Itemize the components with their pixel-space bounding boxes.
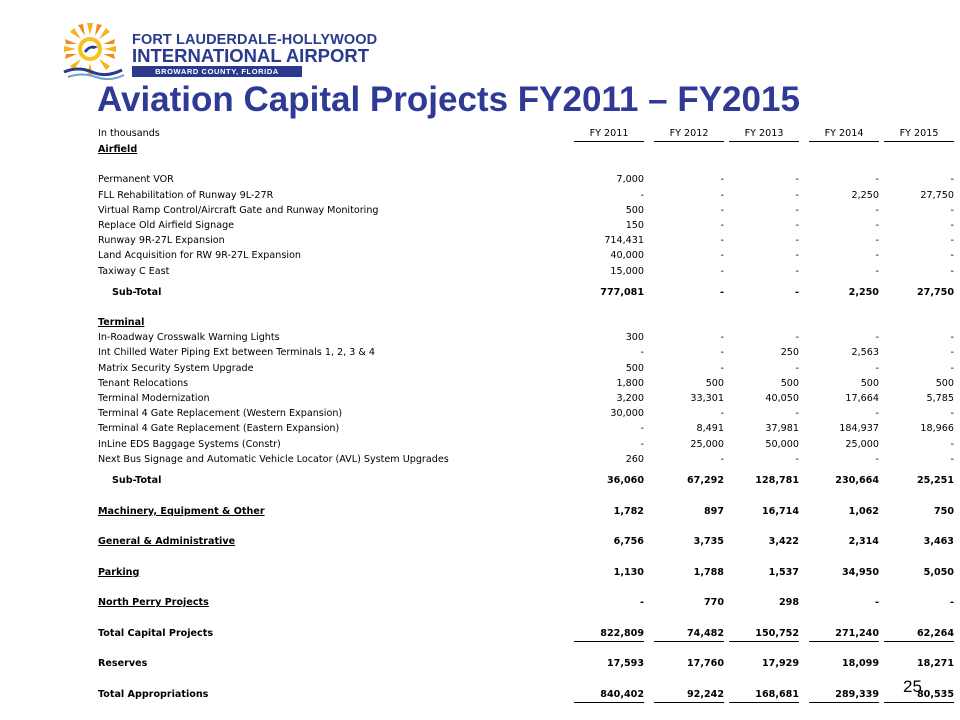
value-cell: 37,981 — [765, 423, 799, 435]
value-cell: 289,339 — [809, 687, 879, 703]
value-cell: 168,681 — [729, 687, 799, 703]
subtotal-label: Sub-Total — [112, 286, 162, 298]
terminal-rows — [96, 330, 954, 467]
section-heading-row — [96, 142, 886, 157]
value-cell: 8,491 — [696, 423, 724, 435]
table-row — [96, 345, 954, 360]
value-cell: 750 — [933, 505, 954, 517]
value-cell: 500 — [780, 377, 799, 389]
value-cell: - — [795, 332, 799, 344]
table-row — [96, 218, 954, 233]
row-label: Total Appropriations — [98, 688, 209, 700]
value-cell: - — [720, 362, 724, 374]
logo-line1: FORT LAUDERDALE-HOLLYWOOD — [132, 32, 378, 48]
value-cell: 25,251 — [916, 474, 954, 486]
value-cell: 897 — [703, 505, 724, 517]
value-cell: - — [875, 408, 879, 420]
row-label: Taxiway C East — [98, 265, 170, 277]
value-cell: - — [875, 250, 879, 262]
value-cell: 25,000 — [690, 438, 724, 450]
row-label: Matrix Security System Upgrade — [98, 362, 254, 374]
table-row — [96, 437, 954, 452]
value-cell: 260 — [625, 453, 644, 465]
value-cell: 250 — [780, 347, 799, 359]
total-capital-row — [96, 626, 954, 641]
value-cell: - — [950, 453, 954, 465]
value-cell: - — [795, 265, 799, 277]
value-cell: - — [875, 453, 879, 465]
table-row — [96, 376, 954, 391]
table-row — [96, 172, 954, 187]
value-cell: 27,750 — [916, 286, 954, 298]
value-cell: 1,062 — [848, 505, 879, 517]
value-cell: - — [640, 347, 644, 359]
airfield-rows — [96, 172, 954, 278]
row-label: InLine EDS Baggage Systems (Constr) — [98, 438, 281, 450]
column-header: FY 2014 — [809, 126, 879, 142]
machinery-row — [96, 504, 954, 519]
column-header: FY 2013 — [729, 126, 799, 142]
spacer — [96, 300, 886, 315]
row-label: Next Bus Signage and Automatic Vehicle Locator (AVL) System Upgrades — [98, 453, 449, 465]
value-cell: - — [950, 204, 954, 216]
row-label: FLL Rehabilitation of Runway 9L-27R — [98, 189, 274, 201]
logo-line2: INTERNATIONAL AIRPORT — [132, 45, 370, 66]
value-cell: 500 — [705, 377, 724, 389]
total-appropriations-row — [96, 687, 954, 702]
value-cell: 18,099 — [841, 658, 879, 670]
value-cell: - — [720, 265, 724, 277]
value-cell: - — [795, 174, 799, 186]
value-cell: 34,950 — [841, 566, 879, 578]
value-cell: - — [720, 347, 724, 359]
general-row — [96, 534, 954, 549]
value-cell: 770 — [703, 597, 724, 609]
value-cell: 5,785 — [926, 393, 954, 404]
column-header: FY 2011 — [574, 126, 644, 142]
spacer — [96, 157, 886, 172]
value-cell: - — [720, 408, 724, 420]
slide-number: 25 — [903, 677, 922, 696]
value-cell: - — [795, 219, 799, 231]
subtotal-label: Sub-Total — [112, 474, 162, 486]
value-cell: 1,130 — [613, 566, 644, 578]
value-cell: - — [795, 189, 799, 201]
value-cell: 74,482 — [654, 626, 724, 642]
value-cell: 17,929 — [761, 658, 799, 670]
logo-band: BROWARD COUNTY, FLORIDA — [132, 66, 302, 77]
table-row — [96, 361, 954, 376]
value-cell: - — [875, 235, 879, 247]
section-heading-terminal: Terminal — [98, 317, 145, 329]
table-row — [96, 330, 954, 345]
value-cell: 3,422 — [768, 536, 799, 548]
row-label: North Perry Projects — [98, 597, 209, 609]
value-cell: - — [950, 235, 954, 247]
value-cell: - — [950, 250, 954, 262]
value-cell: - — [640, 189, 644, 201]
row-label: Terminal Modernization — [98, 393, 210, 404]
value-cell: 40,050 — [765, 393, 799, 404]
value-cell: 5,050 — [923, 566, 954, 578]
value-cell: 17,760 — [686, 658, 724, 670]
value-cell: - — [950, 219, 954, 231]
value-cell: 150 — [625, 219, 644, 231]
row-label: Land Acquisition for RW 9R-27L Expansion — [98, 250, 301, 262]
table-row — [96, 391, 954, 406]
page-title: Aviation Capital Projects FY2011 – FY2015 — [97, 80, 800, 119]
value-cell: 3,200 — [616, 393, 644, 404]
value-cell: 822,809 — [574, 626, 644, 642]
value-cell: 40,000 — [610, 250, 644, 262]
table-row — [96, 248, 954, 263]
value-cell: 36,060 — [606, 474, 644, 486]
value-cell: 15,000 — [610, 265, 644, 277]
value-cell: - — [950, 438, 954, 450]
row-label: Terminal 4 Gate Replacement (Western Expansion) — [98, 408, 343, 420]
row-label: Replace Old Airfield Signage — [98, 219, 235, 231]
value-cell: 1,788 — [693, 566, 724, 578]
value-cell: - — [720, 204, 724, 216]
value-cell: - — [875, 332, 879, 344]
value-cell: 25,000 — [845, 438, 879, 450]
value-cell: 298 — [778, 597, 799, 609]
value-cell: - — [950, 347, 954, 359]
value-cell: 128,781 — [755, 474, 799, 486]
value-cell: 1,537 — [768, 566, 799, 578]
value-cell: 18,966 — [920, 423, 954, 435]
value-cell: 3,463 — [923, 536, 954, 548]
value-cell: 92,242 — [654, 687, 724, 703]
row-label: Parking — [98, 566, 140, 578]
row-label: Int Chilled Water Piping Ext between Terminals 1, 2, 3 & 4 — [98, 347, 376, 359]
row-label: Reserves — [98, 658, 148, 670]
value-cell: - — [875, 204, 879, 216]
value-cell: - — [875, 597, 879, 609]
value-cell: 500 — [860, 377, 879, 389]
row-label: General & Administrative — [98, 536, 236, 548]
airfield-subtotal-row — [96, 285, 954, 300]
table-row — [96, 203, 954, 218]
value-cell: - — [795, 453, 799, 465]
value-cell: 840,402 — [574, 687, 644, 703]
value-cell: 16,714 — [761, 505, 799, 517]
value-cell: - — [875, 265, 879, 277]
column-header: FY 2012 — [654, 126, 724, 142]
section-heading-airfield: Airfield — [98, 144, 138, 155]
row-label: Machinery, Equipment & Other — [98, 505, 265, 517]
value-cell: 184,937 — [839, 423, 879, 435]
value-cell: 500 — [625, 204, 644, 216]
value-cell: - — [795, 408, 799, 420]
value-cell: 777,081 — [600, 286, 644, 298]
row-label: Virtual Ramp Control/Aircraft Gate and Runway Monitoring — [98, 204, 379, 216]
value-cell: 3,735 — [693, 536, 724, 548]
table-row — [96, 452, 954, 467]
value-cell: - — [720, 235, 724, 247]
value-cell: 17,593 — [606, 658, 644, 670]
value-cell: 2,563 — [851, 347, 879, 359]
value-cell: - — [950, 332, 954, 344]
value-cell: 1,800 — [616, 377, 644, 389]
value-cell: - — [950, 265, 954, 277]
value-cell: 17,664 — [845, 393, 879, 404]
section-heading-row — [96, 315, 886, 330]
value-cell: 27,750 — [920, 189, 954, 201]
value-cell: - — [875, 174, 879, 186]
value-cell: - — [720, 189, 724, 201]
value-cell: - — [950, 408, 954, 420]
value-cell: - — [720, 332, 724, 344]
capital-projects-table — [96, 126, 954, 702]
value-cell: 271,240 — [809, 626, 879, 642]
value-cell: - — [795, 286, 799, 298]
terminal-subtotal-row — [96, 473, 954, 488]
table-row — [96, 406, 954, 421]
value-cell: - — [720, 453, 724, 465]
value-cell: - — [640, 597, 644, 609]
value-cell: 62,264 — [884, 626, 954, 642]
value-cell: 500 — [625, 362, 644, 374]
unit-label: In thousands — [98, 128, 160, 139]
value-cell: - — [795, 250, 799, 262]
value-cell: - — [640, 423, 644, 435]
value-cell: - — [720, 219, 724, 231]
value-cell: - — [795, 235, 799, 247]
row-label: Total Capital Projects — [98, 627, 214, 639]
value-cell: - — [720, 174, 724, 186]
column-header: FY 2015 — [884, 126, 954, 142]
value-cell: 6,756 — [613, 536, 644, 548]
north-perry-row — [96, 595, 954, 610]
row-label: In-Roadway Crosswalk Warning Lights — [98, 332, 280, 344]
value-cell: - — [950, 174, 954, 186]
value-cell: 300 — [625, 332, 644, 344]
value-cell: - — [640, 438, 644, 450]
parking-row — [96, 565, 954, 580]
table-header-row — [96, 126, 939, 141]
value-cell: 714,431 — [604, 235, 644, 247]
sun-logo-icon — [60, 22, 128, 80]
airport-logo — [60, 22, 378, 80]
table-row — [96, 421, 954, 436]
row-label: Terminal 4 Gate Replacement (Eastern Expansion) — [98, 423, 340, 435]
table-row — [96, 233, 954, 248]
value-cell: 7,000 — [616, 174, 644, 186]
value-cell: 500 — [935, 377, 954, 389]
table-row — [96, 264, 954, 279]
value-cell: 33,301 — [690, 393, 724, 404]
value-cell: 230,664 — [835, 474, 879, 486]
value-cell: - — [795, 362, 799, 374]
value-cell: 80,535 — [884, 687, 954, 703]
row-label: Tenant Relocations — [98, 377, 189, 389]
value-cell: - — [720, 250, 724, 262]
value-cell: 30,000 — [610, 408, 644, 420]
value-cell: 2,250 — [848, 286, 879, 298]
value-cell: 150,752 — [729, 626, 799, 642]
value-cell: - — [950, 597, 954, 609]
reserves-row — [96, 656, 954, 671]
value-cell: - — [720, 286, 724, 298]
value-cell: 18,271 — [916, 658, 954, 670]
value-cell: 50,000 — [765, 438, 799, 450]
value-cell: - — [950, 362, 954, 374]
value-cell: 2,250 — [851, 189, 879, 201]
value-cell: - — [875, 362, 879, 374]
row-label: Runway 9R-27L Expansion — [98, 235, 225, 247]
value-cell: 2,314 — [848, 536, 879, 548]
value-cell: 67,292 — [686, 474, 724, 486]
value-cell: - — [795, 204, 799, 216]
value-cell: - — [875, 219, 879, 231]
table-row — [96, 188, 954, 203]
value-cell: 1,782 — [613, 505, 644, 517]
row-label: Permanent VOR — [98, 174, 174, 186]
